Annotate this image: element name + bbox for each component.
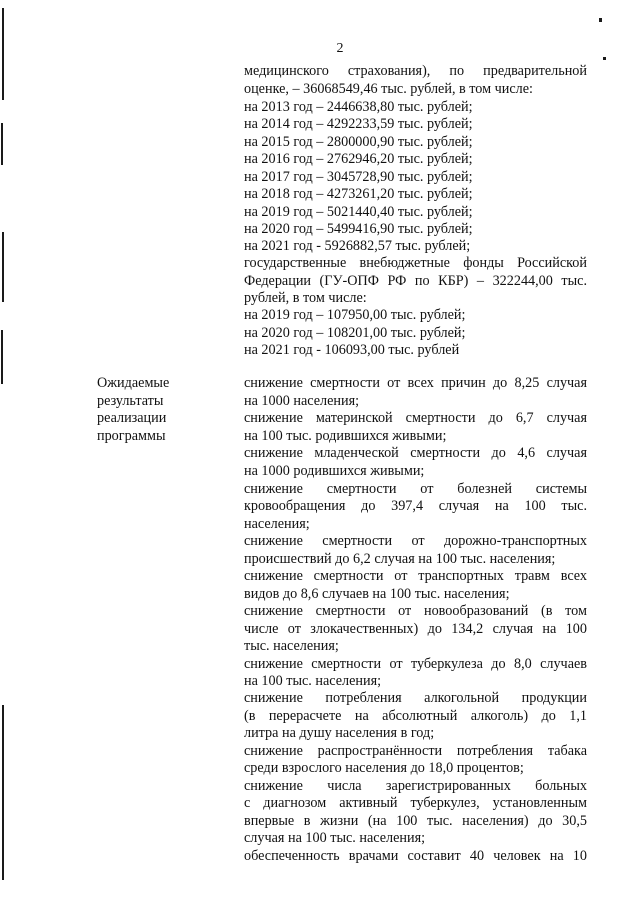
text-line: на 2021 год - 106093,00 тыс. рублей: [244, 342, 460, 358]
text-line: на 2013 год – 2446638,80 тыс. рублей;: [244, 99, 473, 115]
scan-speck: [603, 57, 606, 60]
text-line: оценке, – 36068549,46 тыс. рублей, в том числе:: [244, 81, 533, 97]
margin-bar: [1, 330, 3, 384]
scan-speck: [599, 18, 602, 22]
label-line: реализации: [97, 410, 167, 426]
text-line: Федерации (ГУ-ОПФ РФ по КБР) – 322244,00 тыс.: [244, 273, 587, 289]
text-line: на 2015 год – 2800000,90 тыс. рублей;: [244, 134, 473, 150]
text-line: на 1000 населения;: [244, 393, 360, 409]
margin-bar: [2, 705, 4, 880]
text-line: медицинского страхования), по предварительной: [244, 63, 587, 79]
label-line: программы: [97, 428, 166, 444]
text-line: снижение материнской смертности до 6,7 случая: [244, 410, 587, 426]
text-line: снижение потребления алкогольной продукции: [244, 690, 587, 706]
margin-bar: [2, 232, 4, 302]
text-line: обеспеченность врачами составит 40 человек на 10: [244, 848, 587, 864]
text-line: снижение смертности от всех причин до 8,25 случая: [244, 375, 587, 391]
text-line: среди взрослого населения до 18,0 процентов;: [244, 760, 524, 776]
text-line: государственные внебюджетные фонды Российской: [244, 255, 587, 271]
text-line: на 2017 год – 3045728,90 тыс. рублей;: [244, 169, 473, 185]
text-line: рублей, в том числе:: [244, 290, 367, 306]
text-line: случая на 100 тыс. населения;: [244, 830, 426, 846]
text-line: снижение смертности от дорожно-транспортных: [244, 533, 587, 549]
text-line: на 2020 год – 108201,00 тыс. рублей;: [244, 325, 466, 341]
page-number: 2: [336, 41, 344, 56]
text-line: снижение смертности от болезней системы: [244, 481, 587, 497]
text-line: на 2019 год – 5021440,40 тыс. рублей;: [244, 204, 473, 220]
margin-bar: [1, 123, 3, 165]
text-line: на 2021 год - 5926882,57 тыс. рублей;: [244, 238, 471, 254]
text-line: снижение смертности от туберкулеза до 8,0 случаев: [244, 656, 587, 672]
text-line: снижение младенческой смертности до 4,6 случая: [244, 445, 587, 461]
label-line: Ожидаемые: [97, 375, 170, 391]
text-line: видов до 8,6 случаев на 100 тыс. населения;: [244, 586, 510, 602]
text-line: на 2020 год – 5499416,90 тыс. рублей;: [244, 221, 473, 237]
text-line: снижение распространённости потребления табака: [244, 743, 587, 759]
text-line: на 100 тыс. родившихся живыми;: [244, 428, 447, 444]
text-line: на 2014 год – 4292233,59 тыс. рублей;: [244, 116, 473, 132]
margin-bar: [2, 8, 4, 100]
text-line: кровообращения до 397,4 случая на 100 тыс.: [244, 498, 587, 514]
text-line: на 2019 год – 107950,00 тыс. рублей;: [244, 307, 466, 323]
text-line: снижение смертности от транспортных травм всех: [244, 568, 587, 584]
text-line: на 1000 родившихся живыми;: [244, 463, 425, 479]
text-line: числе от злокачественных) до 134,2 случая на 100: [244, 621, 587, 637]
text-line: снижение смертности от новообразований (в том: [244, 603, 587, 619]
text-line: снижение числа зарегистрированных больных: [244, 778, 587, 794]
text-line: (в перерасчете на абсолютный алкоголь) до 1,1: [244, 708, 587, 724]
text-line: населения;: [244, 516, 310, 532]
label-line: результаты: [97, 393, 164, 409]
text-line: на 2018 год – 4273261,20 тыс. рублей;: [244, 186, 473, 202]
text-line: тыс. населения;: [244, 638, 339, 654]
text-line: на 100 тыс. населения;: [244, 673, 382, 689]
text-line: литра на душу населения в год;: [244, 725, 435, 741]
text-line: впервые в жизни (на 100 тыс. населения) до 30,5: [244, 813, 587, 829]
text-line: происшествий до 6,2 случая на 100 тыс. населения;: [244, 551, 556, 567]
text-line: на 2016 год – 2762946,20 тыс. рублей;: [244, 151, 473, 167]
text-line: с диагнозом активный туберкулез, установленным: [244, 795, 587, 811]
